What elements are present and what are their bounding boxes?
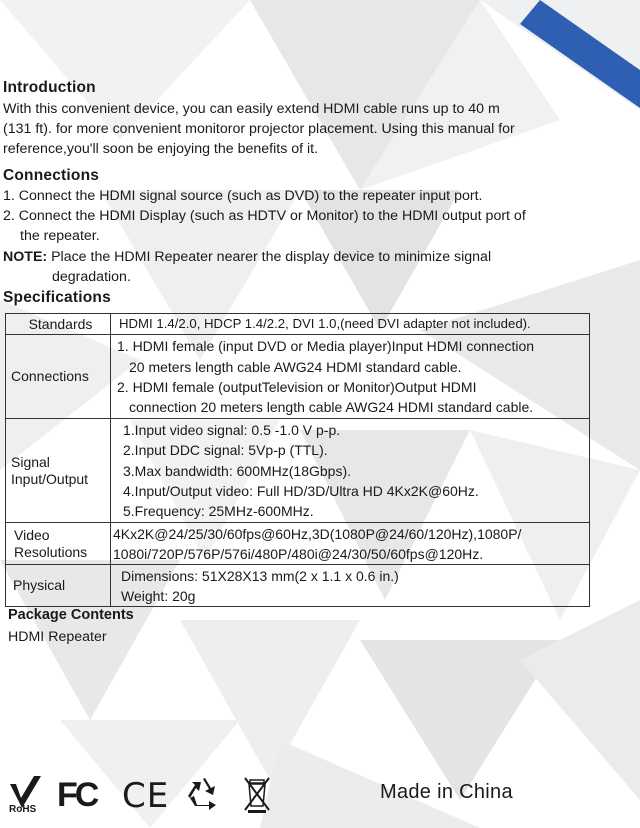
label-line: Resolutions [14, 543, 88, 560]
row-value-standards: HDMI 1.4/2.0, HDCP 1.4/2.2, DVI 1.0,(need DVI adapter not included). [111, 314, 590, 335]
note-text-cont: degradation. [52, 268, 131, 285]
label-line: Input/Output [11, 470, 89, 487]
connections-heading: Connections [3, 167, 100, 184]
fcc-icon [57, 776, 107, 814]
spec-line: 4Kx2K@24/25/30/60fps@60Hz,3D(1080P@24/60/120Hz),1080P/ [113, 525, 522, 542]
introduction-heading: Introduction [3, 79, 96, 96]
table-row [6, 565, 590, 607]
row-value-signal [111, 419, 590, 523]
label-line: Signal [11, 453, 50, 470]
row-label-video [6, 523, 111, 565]
package-contents-value: HDMI Repeater [8, 629, 107, 645]
specifications-heading: Specifications [3, 289, 111, 306]
spec-line: 3.Max bandwidth: 600MHz(18Gbps). [123, 462, 351, 479]
spec-line: 1080i/720P/576P/576i/480P/480i@24/30/50/60fps@120Hz. [113, 545, 484, 562]
package-contents-heading: Package Contents [8, 607, 134, 623]
connection-step-2-cont: the repeater. [20, 228, 100, 245]
spec-line: 1.Input video signal: 0.5 -1.0 V p-p. [123, 422, 341, 439]
connection-step-2: 2. Connect the HDMI Display (such as HDTV or Monitor) to the HDMI output port of [3, 208, 526, 225]
table-row [6, 523, 590, 565]
spec-line: 4.Input/Output video: Full HD/3D/Ultra HD 4Kx2K@60Hz. [123, 482, 479, 499]
note [3, 247, 526, 267]
rohs-text: RoHS [9, 804, 37, 815]
table-row [6, 314, 590, 335]
introduction-line: reference,you'll soon be enjoying the benefits of it. [3, 141, 319, 158]
table-row [6, 335, 590, 419]
row-value-connections [111, 335, 590, 419]
note-label: NOTE: [3, 248, 48, 265]
introduction-text [3, 99, 515, 160]
introduction-line: With this convenient device, you can easily extend HDMI cable runs up to 40 m [3, 101, 500, 117]
row-label-connections: Connections [6, 335, 111, 419]
row-label-physical: Physical [6, 565, 111, 607]
label-line: Video [14, 526, 50, 543]
rohs-check-icon [8, 774, 42, 818]
note-text: Place the HDMI Repeater nearer the display device to minimize signal [47, 248, 492, 265]
spec-line: Weight: 20g [121, 587, 196, 604]
row-value-physical [111, 565, 590, 607]
weee-bin-icon [242, 774, 272, 814]
spec-line: 20 meters length cable AWG24 HDMI standard cable. [129, 358, 462, 375]
spec-line: Dimensions: 51X28X13 mm(2 x 1.1 x 0.6 in.) [121, 567, 399, 584]
specifications-table [5, 313, 590, 607]
row-value-video [111, 523, 590, 565]
ce-mark-icon [122, 776, 170, 816]
table-row [6, 419, 590, 523]
spec-line: 5.Frequency: 25MHz-600MHz. [123, 503, 314, 519]
introduction-line: (131 ft). for more convenient monitoror projector placement. Using this manual for [3, 121, 515, 138]
row-label-signal [6, 419, 111, 523]
spec-line: connection 20 meters length cable AWG24 HDMI standard cable. [129, 398, 534, 415]
spec-line: 2.Input DDC signal: 5Vp-p (TTL). [123, 442, 328, 459]
ce-text: CE [122, 776, 170, 816]
certification-logos [0, 770, 640, 820]
recycle-icon [185, 776, 221, 812]
fcc-text: FC [57, 776, 97, 814]
connection-step-1: 1. Connect the HDMI signal source (such as DVD) to the repeater input port. [3, 188, 483, 204]
made-in-label: Made in China [380, 781, 513, 803]
row-label-standards: Standards [6, 314, 111, 335]
connections-steps [3, 186, 526, 287]
spec-line: 1. HDMI female (input DVD or Media player)Input HDMI connection [117, 338, 535, 355]
spec-line: 2. HDMI female (outputTelevision or Monitor)Output HDMI [117, 378, 477, 395]
